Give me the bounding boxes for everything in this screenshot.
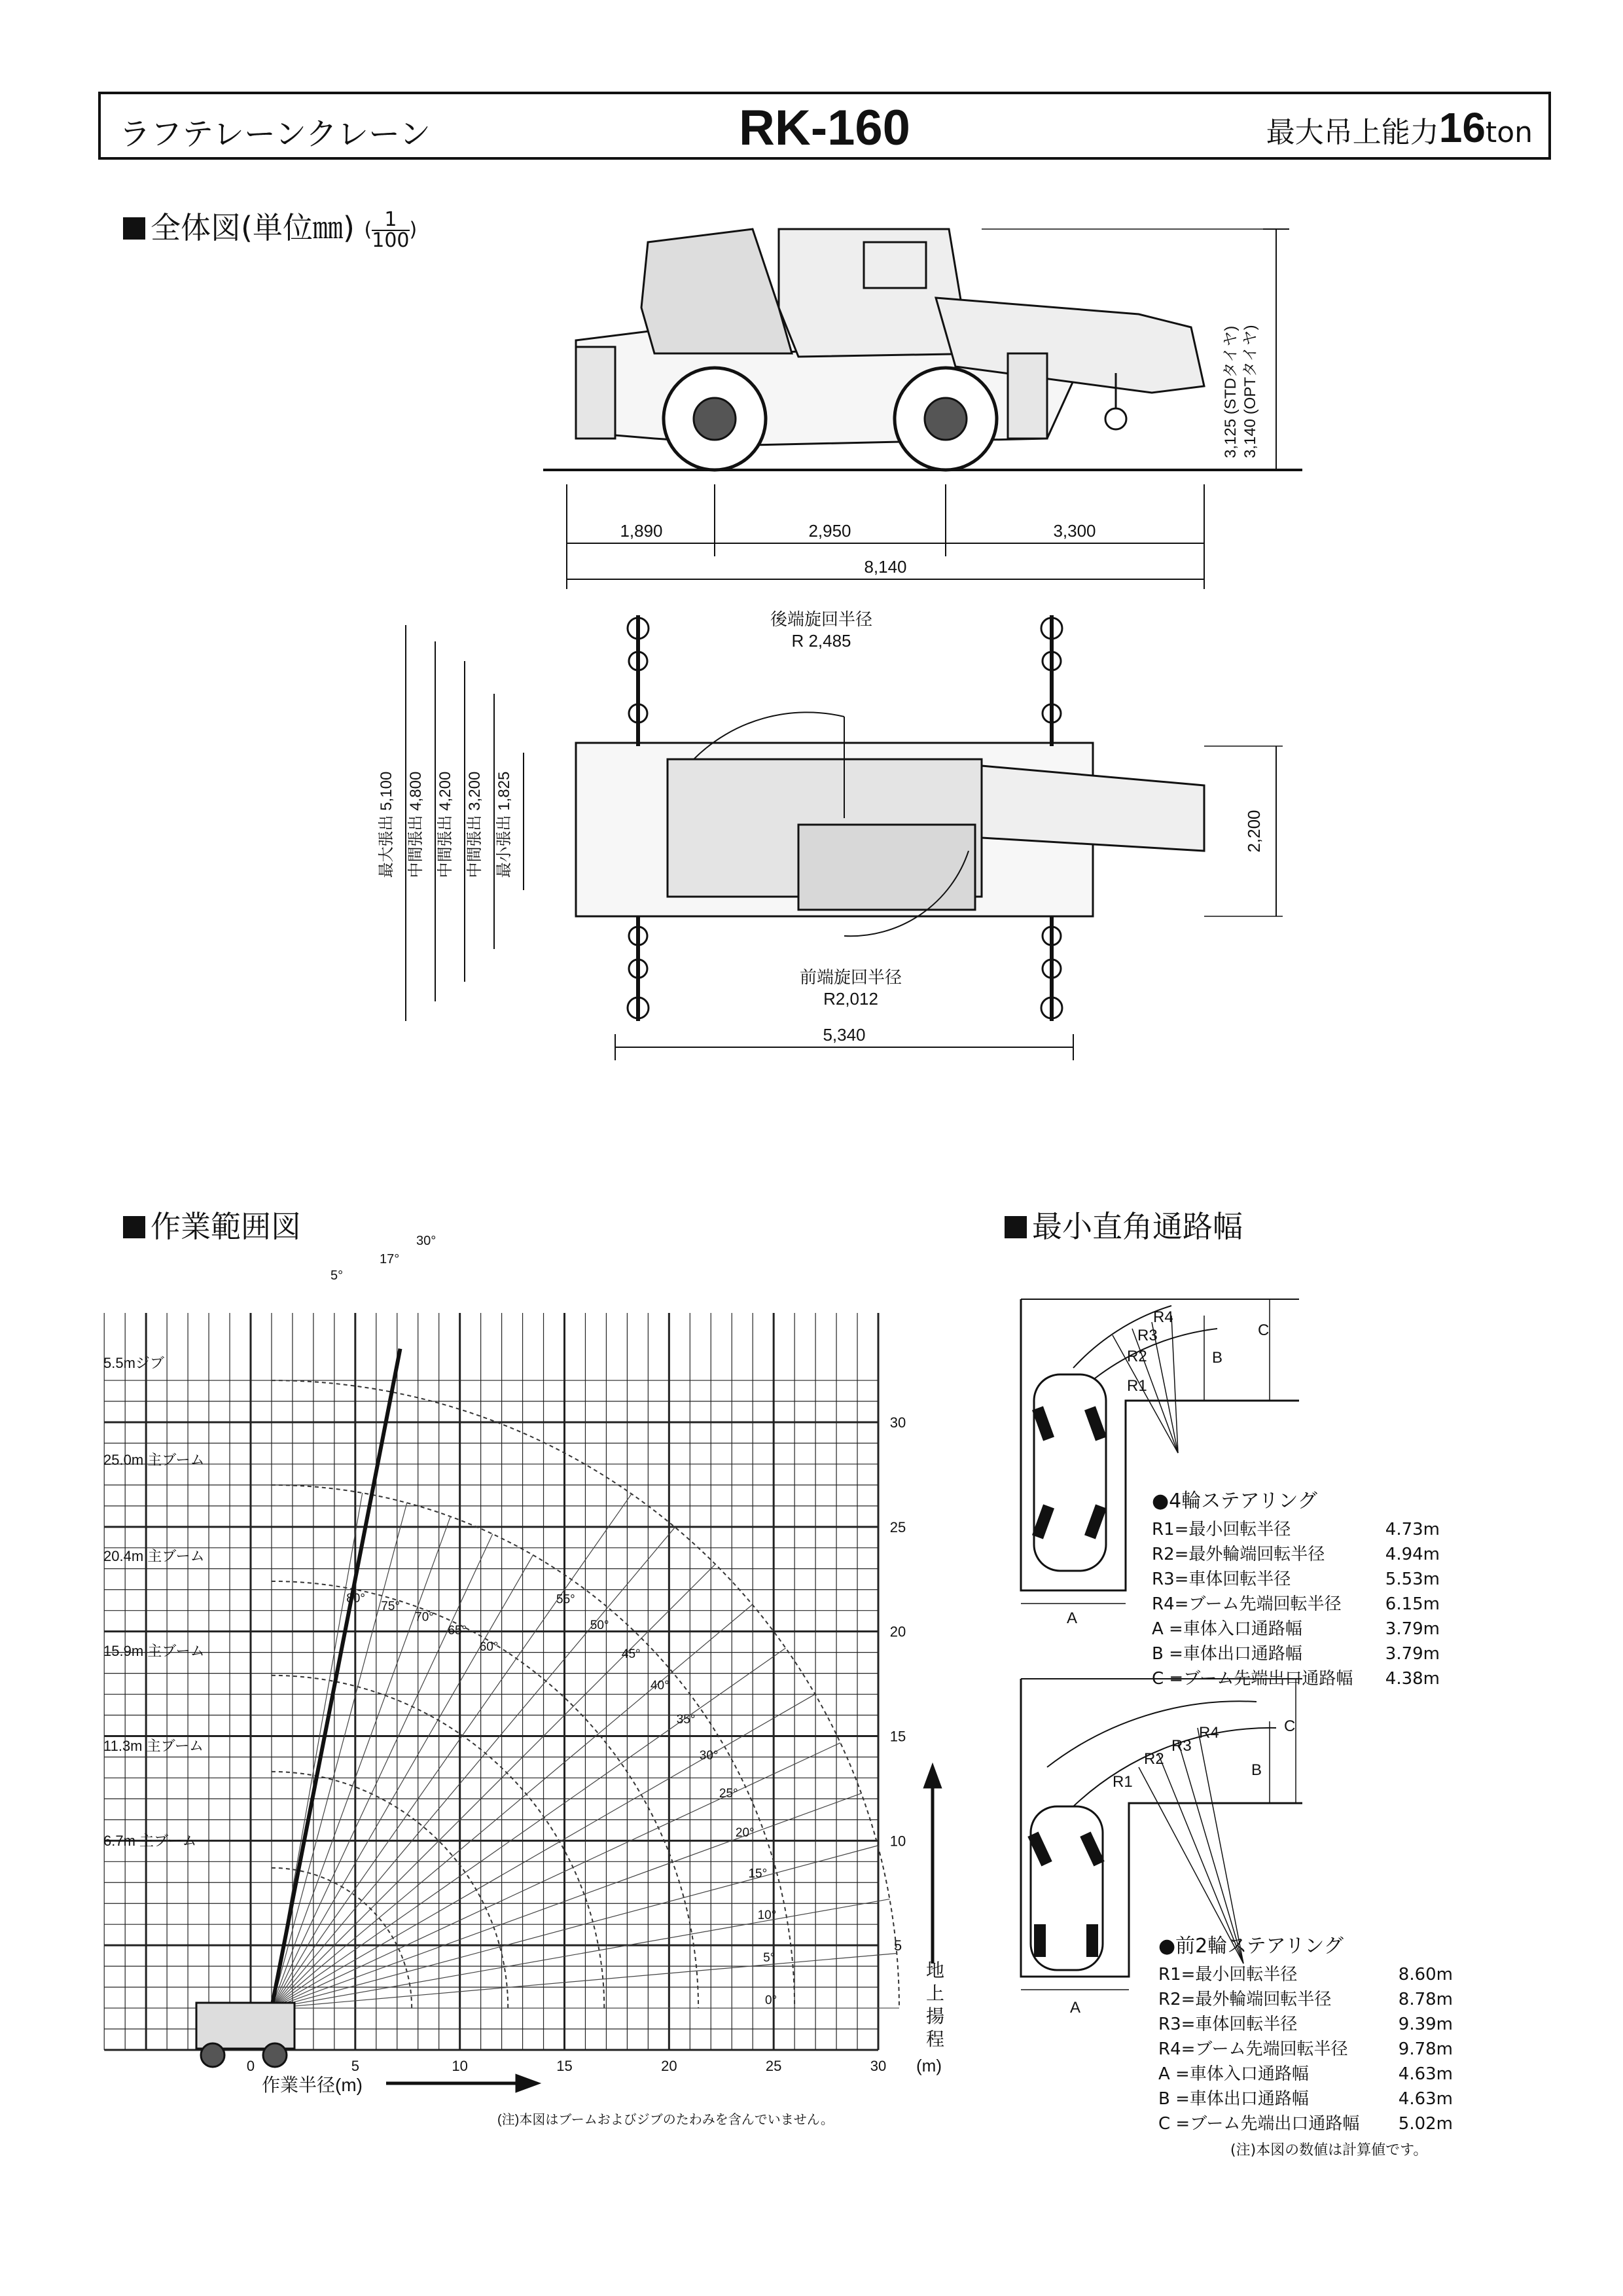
angle-label: 25° [719,1786,738,1801]
y-tick: 30 [889,1414,906,1431]
legend-row: B =車体出口通路幅 3.79m [1152,1644,1440,1664]
angle-label: 10° [757,1909,777,1923]
outrigger-span: 5,340 [823,1025,866,1045]
legend-row: R4=ブーム先端回転半径 6.15m [1152,1594,1440,1614]
x-tick: 25 [765,2058,782,2074]
y-axis-char-2: 上 [926,1983,945,2003]
dim-rear: 1,890 [620,521,663,541]
dim-height-opt: 3,140 (OPTタイヤ) [1241,325,1259,458]
label-a: A [1070,1999,1081,2017]
legend-row: C =ブーム先端出口通路幅 4.38m [1152,1669,1440,1689]
label-r4: R4 [1199,1724,1219,1742]
x-tick: 15 [556,2058,573,2074]
angle-label: 50° [590,1619,609,1633]
general-view-title: 全体図(単位㎜) ( $\frac{1}{100}$ ) [123,204,417,251]
boom-label-jib: 5.5mジブ [103,1355,164,1371]
rear-radius-label: 後端旋回半径 [770,609,873,629]
axis-arrows [386,1767,940,2090]
ext-mid-3: 中間張出 3,200 [466,771,484,878]
body-width: 2,200 [1244,810,1264,853]
square-bullet-icon [1005,1216,1027,1238]
angle-label: 0° [764,1994,777,2008]
angle-label: 70° [415,1610,434,1624]
legend-row: R1=最小回転半径 8.60m [1158,1965,1453,1984]
legend-row: R3=車体回転半径 9.39m [1158,2015,1453,2034]
ext-mid-2: 中間張出 4,200 [437,771,454,878]
max-capacity: 最大吊上能力16ton [1266,104,1533,151]
turning-note: (注)本図の数値は計算値です。 [1230,2142,1428,2159]
front-two-legend [1158,1962,1453,2136]
boom-angle-line [272,1503,407,2008]
legend-row: C =ブーム先端出口通路幅 5.02m [1158,2114,1453,2134]
main-boom [272,1349,401,2008]
crane-type: ラフテレーンクレーン [119,116,431,152]
scale-fraction: ( $\frac{1}{100}$ ) [364,207,418,252]
angle-label: 80° [346,1592,365,1606]
ext-min: 最小張出 1,825 [495,771,513,878]
legend-row: R2=最外輪端回転半径 4.94m [1152,1545,1440,1564]
label-r1: R1 [1127,1377,1147,1395]
label-r1: R1 [1113,1773,1133,1791]
legend-row: R2=最外輪端回転半径 8.78m [1158,1990,1453,2009]
front-two-title: ●前2輪ステアリング [1158,1935,1344,1958]
x-tick: 20 [661,2058,677,2074]
x-tick: 0 [246,2058,255,2074]
angle-label: 65° [448,1624,467,1638]
label-r2: R2 [1127,1348,1147,1365]
ext-mid-1: 中間張出 4,800 [407,771,425,878]
model-name: RK-160 [739,100,910,156]
boom-label-15m: 15.9m 主ブーム [103,1643,205,1659]
y-tick: 20 [889,1623,906,1640]
rear-radius: R 2,485 [791,631,851,651]
ext-max: 最大張出 5,100 [378,771,395,878]
legend-row: R3=車体回転半径 5.53m [1152,1570,1440,1589]
legend-row: B =車体出口通路幅 4.63m [1158,2089,1453,2109]
jib-angle-30: 30° [416,1234,437,1248]
work-range-grid [104,1313,878,2050]
four-wheel-title: ●4輪ステアリング [1152,1490,1317,1513]
y-axis-char-1: 地 [926,1960,945,1981]
square-bullet-icon [123,1216,145,1238]
turning-title: 最小直角通路幅 [1005,1203,1243,1246]
boom-label-20m: 20.4m 主ブーム [103,1548,205,1564]
front-radius-label: 前端旋回半径 [799,967,902,987]
front-radius: R2,012 [823,989,878,1009]
angle-label: 55° [556,1592,575,1607]
x-tick: 10 [452,2058,468,2074]
dim-total-length: 8,140 [864,557,907,577]
boom-angle-line [272,1950,897,2008]
label-b: B [1212,1349,1223,1367]
angle-label: 75° [381,1599,401,1613]
angle-label: 15° [748,1867,768,1881]
y-tick: 5 [893,1937,902,1954]
x-tick: 30 [870,2058,887,2074]
legend-row: A =車体入口通路幅 4.63m [1158,2064,1453,2084]
boom-angle-line [272,1846,878,2008]
jib-angle-5: 5° [330,1268,344,1283]
angle-label: 45° [621,1647,641,1662]
angle-label: 40° [650,1679,669,1693]
legend-row: R1=最小回転半径 4.73m [1152,1520,1440,1539]
y-axis-char-3: 揚 [926,2006,945,2026]
boom-angle-line [272,1555,533,2008]
y-axis-unit: (m) [916,2056,942,2075]
x-tick: 5 [351,2058,359,2074]
label-c: C [1284,1717,1296,1735]
legend-row: A =車体入口通路幅 3.79m [1152,1619,1440,1639]
label-r3: R3 [1137,1327,1158,1344]
y-axis-char-4: 程 [926,2029,945,2049]
label-b: B [1251,1761,1262,1779]
angle-label: 30° [699,1749,719,1763]
angle-label: 5° [763,1950,776,1965]
four-wheel-legend [1152,1517,1440,1691]
work-range-note: (注)本図はブームおよびジブのたわみを含んでいません。 [497,2113,834,2127]
x-axis-label: 作業半径(m) [262,2075,363,2095]
label-a: A [1067,1609,1078,1627]
label-r4: R4 [1153,1308,1173,1326]
angle-label: 20° [735,1826,755,1840]
angle-label: 35° [676,1713,696,1727]
boom-label-6m: 6.7m 主ブーム [103,1833,197,1849]
angle-label: 60° [479,1640,499,1655]
dim-front: 3,300 [1053,521,1096,541]
label-r3: R3 [1171,1737,1192,1755]
y-tick: 25 [889,1518,906,1535]
boom-label-11m: 11.3m 主ブーム [103,1738,204,1754]
work-range-title: 作業範囲図 [123,1203,301,1246]
chart-crane-icon [196,2003,294,2067]
dim-height-std: 3,125 (STDタイヤ) [1222,325,1240,458]
y-tick: 10 [889,1833,906,1850]
jib-angle-17: 17° [380,1252,400,1266]
label-c: C [1258,1321,1270,1339]
label-r2: R2 [1144,1750,1164,1768]
y-tick: 15 [889,1728,906,1745]
dim-wheelbase: 2,950 [808,521,851,541]
boom-label-25m: 25.0m 主ブーム [103,1452,205,1468]
legend-row: R4=ブーム先端回転半径 9.78m [1158,2039,1453,2059]
